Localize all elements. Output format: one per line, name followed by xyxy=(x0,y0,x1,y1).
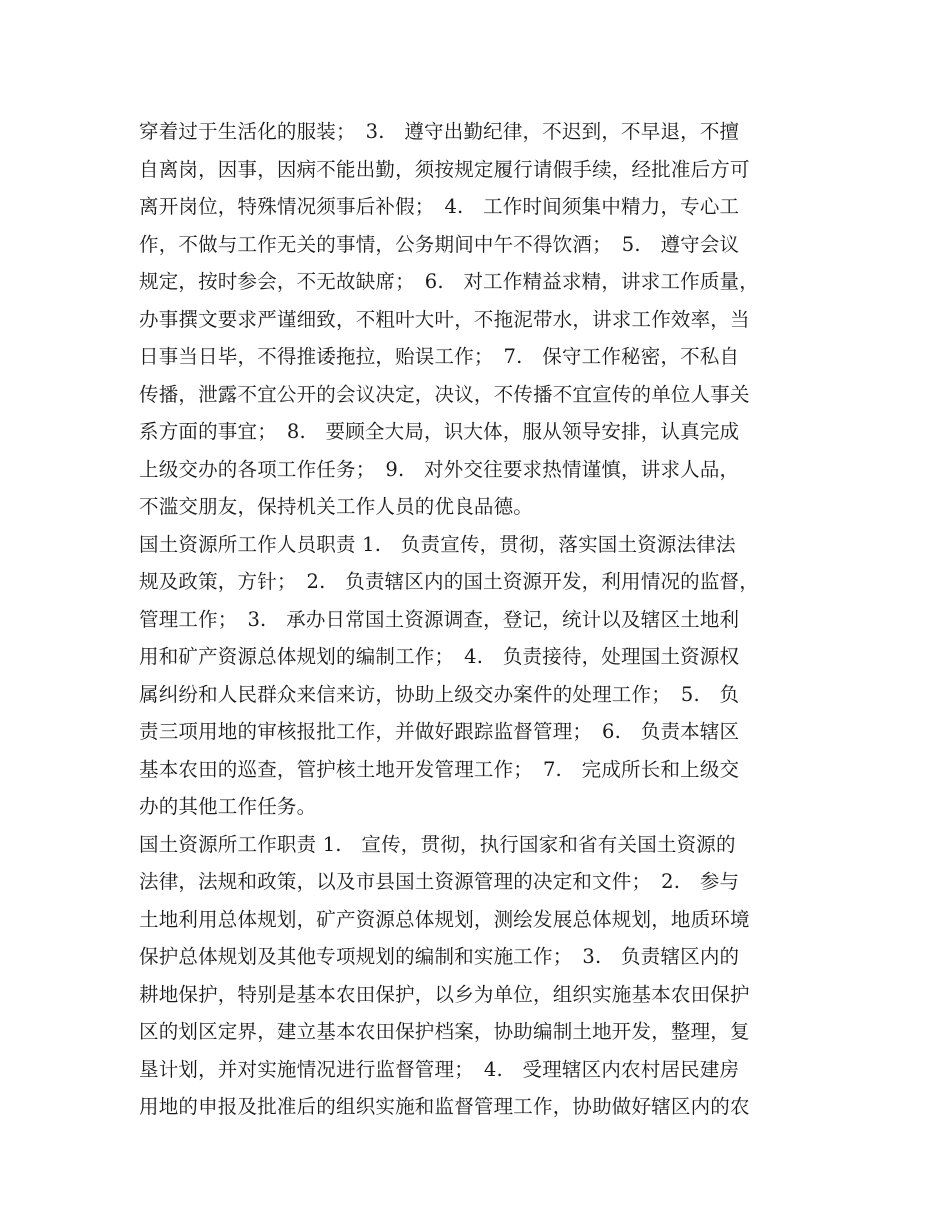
text-line: 办的其他工作任务。 xyxy=(139,795,317,818)
text-line: 保护总体规划及其他专项规划的编制和实施工作； 3. 负责辖区内的 xyxy=(139,945,740,968)
text-line: 土地利用总体规划，矿产资源总体规划，测绘发展总体规划，地质环境 xyxy=(139,907,750,931)
text-line: 耕地保护，特别是基本农田保护，以乡为单位，组织实施基本农田保护 xyxy=(139,982,750,1006)
text-line: 垦计划，并对实施情况进行监督管理； 4. 受理辖区内农村居民建房 xyxy=(139,1057,740,1081)
text-line: 管理工作； 3. 承办日常国土资源调查，登记，统计以及辖区土地利 xyxy=(139,607,740,631)
text-line: 法律，法规和政策，以及市县国土资源管理的决定和文件； 2. 参与 xyxy=(139,870,740,893)
text-line: 规定，按时参会，不无故缺席； 6. 对工作精益求精，讲求工作质量， xyxy=(139,270,759,293)
paragraph-work-discipline xyxy=(139,113,819,526)
text-line: 日事当日毕，不得推诿拖拉，贻误工作； 7. 保守工作秘密，不私自 xyxy=(139,345,740,368)
text-line: 国土资源所工作人员职责 1. 负责宣传，贯彻，落实国土资源法律法 xyxy=(139,532,736,556)
text-line: 用地的申报及批准后的组织实施和监督管理工作，协助做好辖区内的农 xyxy=(139,1095,750,1118)
text-line: 自离岗，因事，因病不能出勤，须按规定履行请假手续，经批准后方可 xyxy=(139,157,750,181)
text-line: 属纠纷和人民群众来信来访，协助上级交办案件的处理工作； 5. 负 xyxy=(139,682,740,706)
text-line: 责三项用地的审核报批工作，并做好跟踪监督管理； 6. 负责本辖区 xyxy=(139,720,740,743)
document-body xyxy=(139,113,819,1126)
text-line: 用和矿产资源总体规划的编制工作； 4. 负责接待，处理国土资源权 xyxy=(139,645,740,668)
paragraph-office-duties xyxy=(139,826,819,1126)
text-line: 离开岗位，特殊情况须事后补假； 4. 工作时间须集中精力，专心工 xyxy=(139,195,740,218)
text-line: 穿着过于生活化的服装； 3. 遵守出勤纪律，不迟到，不早退，不擅 xyxy=(139,120,740,143)
text-line: 规及政策，方针； 2. 负责辖区内的国土资源开发，利用情况的监督， xyxy=(139,570,759,593)
text-line: 作，不做与工作无关的事情，公务期间中午不得饮酒； 5. 遵守会议 xyxy=(139,232,740,256)
text-line: 传播，泄露不宜公开的会议决定，决议，不传播不宜宣传的单位人事关 xyxy=(139,382,750,406)
text-line: 系方面的事宜； 8. 要顾全大局，识大体，服从领导安排，认真完成 xyxy=(139,420,740,443)
text-line: 不滥交朋友，保持机关工作人员的优良品德。 xyxy=(139,495,534,518)
text-line: 办事撰文要求严谨细致，不粗叶大叶，不拖泥带水，讲求工作效率，当 xyxy=(139,307,750,331)
paragraph-staff-duties xyxy=(139,526,819,826)
text-line: 区的划区定界，建立基本农田保护档案，协助编制土地开发，整理，复 xyxy=(139,1020,750,1043)
text-line: 国土资源所工作职责 1. 宣传，贯彻，执行国家和省有关国土资源的 xyxy=(139,832,736,856)
text-line: 上级交办的各项工作任务； 9. 对外交往要求热情谨慎，讲求人品， xyxy=(139,457,740,481)
text-line: 基本农田的巡查，管护核土地开发管理工作； 7. 完成所长和上级交 xyxy=(139,757,740,781)
